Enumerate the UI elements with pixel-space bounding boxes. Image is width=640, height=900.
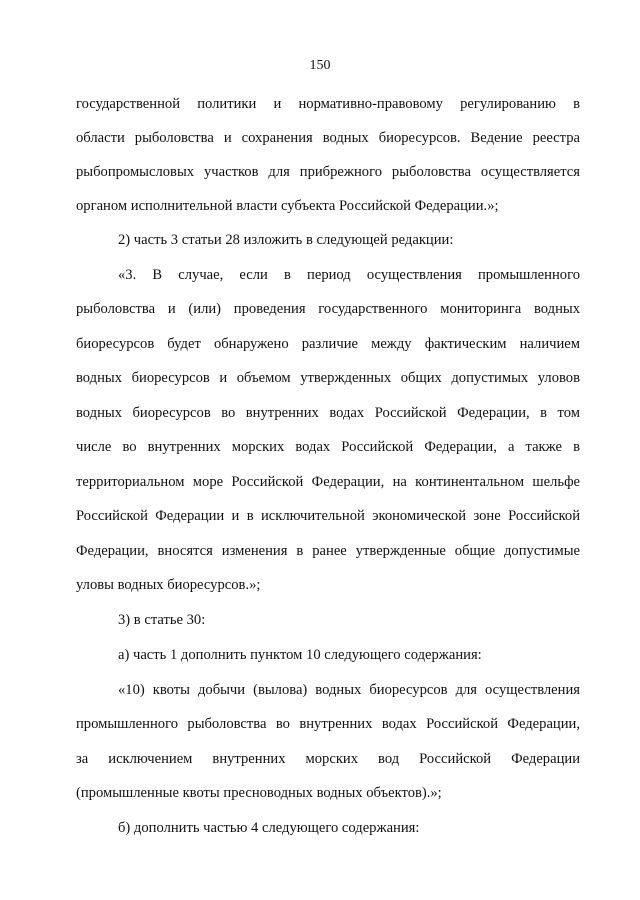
text-line: биоресурсов будет обнаружено различие между фактическим наличием — [76, 336, 580, 352]
text-line: Российской Федерации и в исключительной экономической зоне Российской — [76, 508, 580, 524]
list-item-b: б) дополнить частью 4 следующего содержания: — [118, 820, 420, 836]
text-line: уловы водных биоресурсов.»; — [76, 577, 261, 593]
list-item-2: 2) часть 3 статьи 28 изложить в следующей редакции: — [118, 232, 454, 248]
text-line: рыбопромысловых участков для прибрежного рыболовства осуществляется — [76, 164, 580, 180]
text-line: (промышленные квоты пресноводных водных объектов).»; — [76, 785, 442, 801]
page-number: 150 — [309, 58, 331, 73]
text-line: органом исполнительной власти субъекта Российской Федерации.»; — [76, 198, 499, 214]
text-line: промышленного рыболовства во внутренних водах Российской Федерации, — [76, 716, 580, 732]
text-line: Федерации, вносятся изменения в ранее утвержденные общие допустимые — [76, 543, 580, 559]
list-item-3: 3) в статье 30: — [118, 612, 206, 628]
quote-start-10: «10) квоты добычи (вылова) водных биоресурсов для осуществления — [118, 682, 580, 698]
list-item-a: а) часть 1 дополнить пунктом 10 следующего содержания: — [118, 647, 482, 663]
text-line: водных биоресурсов во внутренних водах Российской Федерации, в том — [76, 405, 580, 421]
quote-start-3: «3. В случае, если в период осуществления промышленного — [118, 267, 580, 283]
text-line: государственной политики и нормативно-правовому регулированию в — [76, 96, 580, 112]
text-line: рыболовства и (или) проведения государственного мониторинга водных — [76, 301, 580, 317]
text-line: водных биоресурсов и объемом утвержденных общих допустимых уловов — [76, 370, 580, 386]
text-line: территориальном море Российской Федерации, на континентальном шельфе — [76, 474, 580, 490]
text-line: области рыболовства и сохранения водных биоресурсов. Ведение реестра — [76, 130, 580, 146]
text-line: числе во внутренних морских водах Российской Федерации, а также в — [76, 439, 580, 455]
text-line: за исключением внутренних морских вод Российской Федерации — [76, 751, 580, 767]
